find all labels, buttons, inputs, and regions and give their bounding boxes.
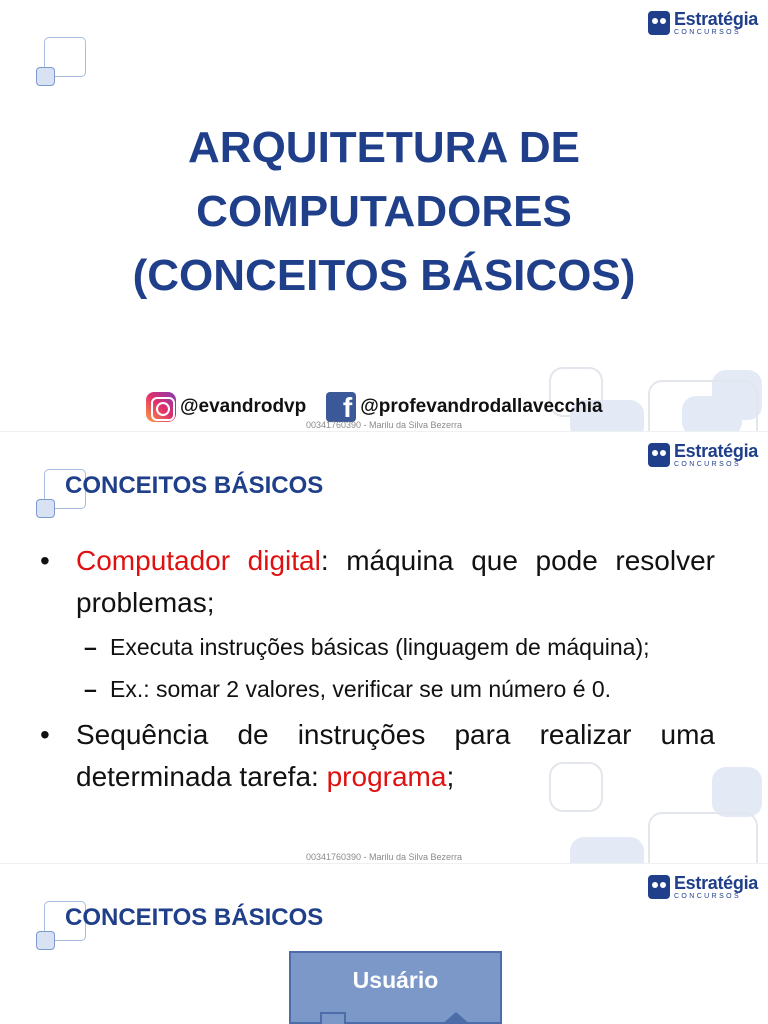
brand-logo (648, 442, 758, 468)
page-title (0, 116, 768, 308)
estrategia-logo-icon (648, 11, 670, 35)
brand-name: Estratégia (673, 441, 758, 461)
corner-square-icon (36, 931, 55, 950)
bullet-text: Sequência de instruções para realizar uma determinada tarefa: (76, 719, 715, 792)
arrow-up-icon (440, 1012, 472, 1024)
highlight-term: programa (326, 761, 447, 792)
list-item: • Sequência de instruções para realizar uma determinada tarefa: programa; (40, 719, 715, 792)
section-title: CONCEITOS BÁSICOS (65, 904, 324, 931)
sub-bullet-text: Ex.: somar 2 valores, verificar se um número é 0. (110, 676, 612, 702)
slide-title (0, 0, 768, 432)
instagram-link[interactable] (146, 392, 306, 422)
facebook-icon: f (326, 392, 356, 422)
sub-bullet-text: Executa instruções básicas (linguagem de máquina); (110, 634, 650, 660)
brand-sub: CONCURSOS (673, 29, 742, 36)
highlight-term: Computador digital (76, 545, 321, 576)
estrategia-logo-icon (648, 443, 670, 467)
title-line: (CONCEITOS BÁSICOS) (132, 251, 636, 300)
instagram-icon (146, 392, 176, 422)
title-line: ARQUITETURA DE (188, 123, 580, 172)
facebook-handle: @profevandrodallavecchia (360, 396, 603, 417)
slide-concepts-diagram (0, 864, 768, 1024)
brand-logo (648, 874, 758, 900)
list-item: – Ex.: somar 2 valores, verificar se um número é 0. (84, 672, 715, 706)
slide-concepts (0, 432, 768, 864)
decorative-block (712, 767, 762, 817)
bullet-text: ; (446, 761, 455, 792)
watermark: 00341760390 - Marilu da Silva Bezerra (305, 852, 463, 862)
brand-logo (648, 10, 758, 36)
bullet-text: : máquina que pode resolver problemas; (76, 545, 715, 618)
social-links (146, 392, 603, 422)
watermark: 00341760390 - Marilu da Silva Bezerra (305, 420, 463, 430)
corner-square-icon (36, 67, 55, 86)
title-line: COMPUTADORES (196, 187, 572, 236)
brand-name: Estratégia (673, 9, 758, 29)
instagram-handle: @evandrodvp (180, 396, 307, 417)
list-item: – Executa instruções básicas (linguagem de máquina); (84, 630, 715, 664)
arrow-down-icon (320, 1012, 346, 1024)
brand-name: Estratégia (673, 873, 758, 893)
estrategia-logo-icon (648, 875, 670, 899)
brand-sub: CONCURSOS (673, 461, 742, 468)
facebook-link[interactable] (326, 392, 602, 422)
user-box-label: Usuário (352, 967, 439, 993)
bullet-list (40, 540, 715, 804)
list-item: • Computador digital: máquina que pode resolver problemas; (40, 545, 715, 618)
brand-sub: CONCURSOS (673, 893, 742, 900)
section-title: CONCEITOS BÁSICOS (65, 472, 324, 499)
corner-square-icon (36, 499, 55, 518)
